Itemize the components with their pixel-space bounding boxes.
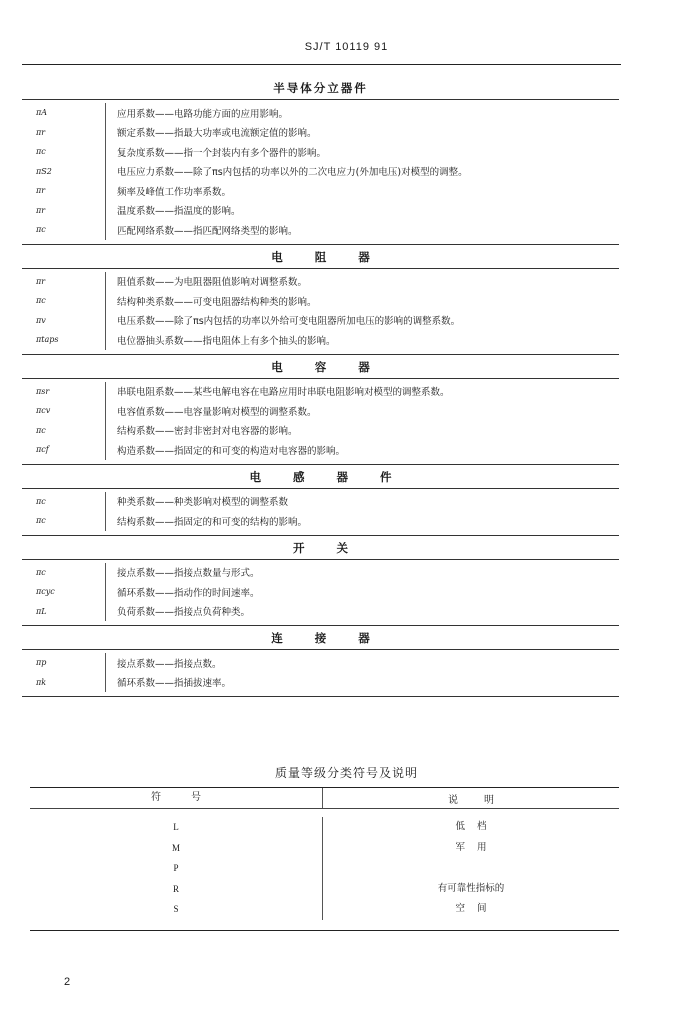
coefficient-symbol: πc [22,220,106,240]
coefficient-symbol: πc [22,291,106,311]
quality-description: 空间 [455,903,499,914]
section-body [22,489,619,536]
coefficient-row [22,582,619,602]
coefficient-table [22,76,619,697]
quality-table-header [30,787,619,809]
section-title: 电 容 器 [22,355,619,379]
coefficient-row [22,272,619,292]
coefficient-description: 电压应力系数——除了πs内包括的功率以外的二次电应力(外加电压)对模型的调整。 [117,167,468,179]
section-body [22,269,619,355]
coefficient-description: 负荷系数——指接点负荷种类。 [117,607,251,619]
coefficient-row [22,162,619,182]
section-title: 电 阻 器 [22,245,619,269]
coefficient-row [22,421,619,441]
coefficient-symbol: πcf [22,440,106,460]
quality-code: P [173,863,179,873]
coefficient-description: 串联电阻系数——某些电解电容在电路应用时串联电阻影响对模型的调整系数。 [117,387,450,399]
coefficient-row [22,330,619,350]
coefficient-description: 电位器抽头系数——指电阻体上有多个抽头的影响。 [117,335,336,347]
section-body [22,560,619,627]
section-title: 半导体分立器件 [22,76,619,100]
coefficient-description: 应用系数——电路功能方面的应用影响。 [117,108,289,120]
col-header-description: 说明 [448,794,520,806]
coefficient-row [22,201,619,221]
coefficient-symbol: πc [22,492,106,512]
coefficient-description: 结构系数——密封非密封对电容器的影响。 [117,426,298,438]
coefficient-description: 结构系数——指固定的和可变的结构的影响。 [117,516,308,528]
coefficient-symbol: πsr [22,382,106,402]
quality-table [30,787,619,931]
coefficient-symbol: πc [22,563,106,583]
quality-code: L [173,822,179,832]
coefficient-symbol: πS2 [22,162,106,182]
section-title: 开 关 [22,536,619,560]
coefficient-description: 温度系数——指温度的影响。 [117,206,241,218]
section-title: 连 接 器 [22,626,619,650]
coefficient-row [22,311,619,331]
section-body [22,379,619,465]
coefficient-symbol: πr [22,272,106,292]
coefficient-symbol: πc [22,511,106,531]
coefficient-symbol: πr [22,123,106,143]
coefficient-row [22,440,619,460]
coefficient-description: 频率及峰值工作功率系数。 [117,186,232,198]
col-header-symbol: 符号 [30,788,323,808]
coefficient-row [22,291,619,311]
coefficient-description: 电容值系数——电容量影响对模型的调整系数。 [117,406,317,418]
header-rule [22,64,621,65]
coefficient-symbol: πc [22,142,106,162]
coefficient-row [22,123,619,143]
quality-description: 军用 [455,841,499,853]
coefficient-row [22,181,619,201]
coefficient-description: 电压系数——除了πs内包括的功率以外给可变电阻器所加电压的影响的调整系数。 [117,316,461,328]
section-body [22,100,619,245]
coefficient-row [22,563,619,583]
section-title: 电 感 器 件 [22,465,619,489]
coefficient-row [22,382,619,402]
coefficient-description: 种类系数——种类影响对模型的调整系数 [117,497,289,509]
coefficient-description: 匹配网络系数——指匹配网络类型的影响。 [117,225,298,237]
description-column [323,817,619,920]
coefficient-symbol: πp [22,653,106,673]
coefficient-symbol: πcyc [22,582,106,602]
section-body [22,650,619,697]
coefficient-symbol: πr [22,181,106,201]
coefficient-description: 阻值系数——为电阻器阻值影响对调整系数。 [117,277,308,289]
coefficient-symbol: πc [22,421,106,441]
coefficient-symbol: πcv [22,401,106,421]
coefficient-symbol: πL [22,602,106,622]
coefficient-row [22,103,619,123]
page-number: 2 [64,976,71,988]
code-column [30,817,323,920]
coefficient-description: 结构种类系数——可变电阻器结构种类的影响。 [117,296,317,308]
coefficient-description: 循环系数——指动作的时间速率。 [117,587,260,599]
coefficient-symbol: πA [22,103,106,123]
quality-code: M [171,842,180,853]
coefficient-symbol: πtaps [22,330,106,350]
coefficient-row [22,492,619,512]
coefficient-row [22,220,619,240]
coefficient-row [22,511,619,531]
quality-code: S [173,904,179,914]
coefficient-row [22,401,619,421]
quality-description: 低档 [455,821,499,832]
quality-description: 有可靠性指标的 [437,882,505,894]
quality-code: R [172,883,179,894]
quality-description [323,858,619,879]
coefficient-row [22,653,619,673]
coefficient-description: 额定系数——指最大功率或电流额定值的影响。 [117,128,317,140]
coefficient-description: 循环系数——指插拔速率。 [117,678,232,690]
page-header: SJ/T 10119 91 [304,41,389,53]
coefficient-symbol: πk [22,673,106,693]
coefficient-description: 复杂度系数——指一个封装内有多个器件的影响。 [117,147,327,159]
quality-table-body [30,809,619,931]
coefficient-symbol: πr [22,201,106,221]
coefficient-description: 接点系数——指接点数。 [117,658,222,670]
coefficient-description: 构造系数——指固定的和可变的构造对电容器的影响。 [117,445,346,457]
coefficient-row [22,142,619,162]
coefficient-row [22,602,619,622]
coefficient-symbol: πv [22,311,106,331]
quality-table-title: 质量等级分类符号及说明 [274,766,418,780]
coefficient-row [22,673,619,693]
coefficient-description: 接点系数——指接点数量与形式。 [117,568,260,580]
